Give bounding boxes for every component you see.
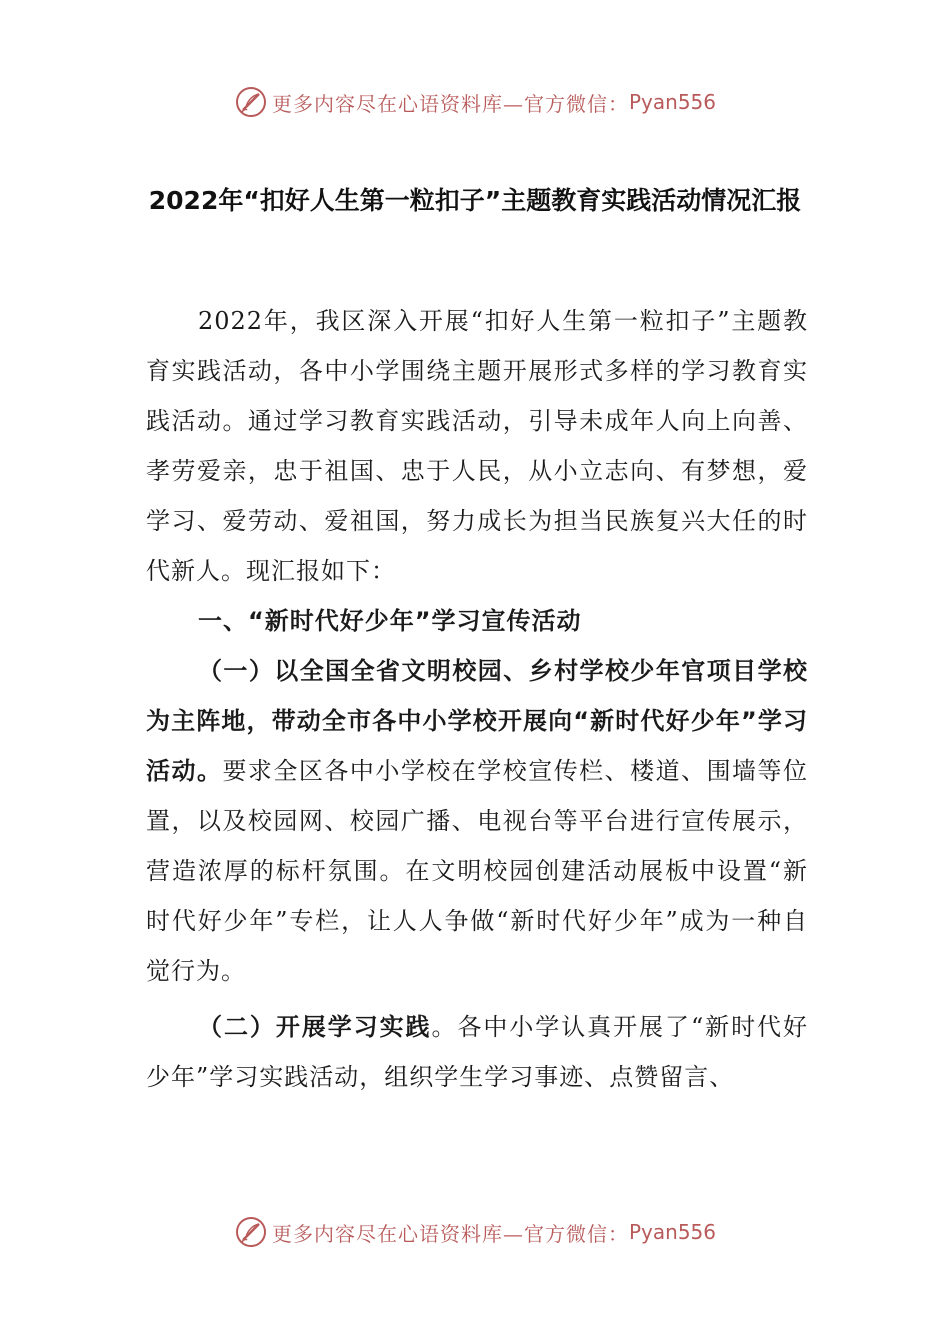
watermark-text: 更多内容尽在心语资料库—官方微信：: [271, 1221, 629, 1246]
item-2-paragraph: [146, 1002, 808, 1102]
footer-watermark: [0, 1212, 950, 1252]
item-2-heading: （二）开展学习实践: [198, 1013, 432, 1041]
item-1-text: 要求全区各中小学校在学校宣传栏、楼道、围墙等位置，以及校园网、校园广播、电视台等平台进行宣传展示，营造浓厚的标杆氛围。在文明校园创建活动展板中设置“新时代好少年”专栏，让人人争做“新时代好少年”成为一种自觉行为。: [146, 757, 809, 985]
quill-logo-icon: [234, 1215, 268, 1249]
header-watermark: [0, 82, 950, 122]
item-1-paragraph: [146, 646, 808, 996]
section-heading: 一、“新时代好少年”学习宣传活动: [198, 607, 582, 635]
document-title: 2022年“扣好人生第一粒扣子”主题教育实践活动情况汇报: [148, 186, 802, 215]
quill-logo-icon: [234, 85, 268, 119]
wechat-id: Pyan556: [628, 1220, 716, 1244]
item-1-heading: （一）以全国全省文明校园、乡村学校少年官项目学校为主阵地，带动全市各中小学校开展向“新时代好少年”学习活动。: [146, 657, 808, 785]
watermark-text: 更多内容尽在心语资料库—官方微信：: [271, 91, 629, 116]
wechat-id: Pyan556: [628, 90, 716, 114]
document-body: [146, 296, 808, 1102]
item-2-text: 。各中小学认真开展了“新时代好少年”学习实践活动，组织学生学习事迹、点赞留言、: [146, 1013, 808, 1091]
intro-paragraph: 2022年，我区深入开展“扣好人生第一粒扣子”主题教育实践活动，各中小学围绕主题开展形式多样的学习教育实践活动。通过学习教育实践活动，引导未成年人向上向善、孝劳爱亲，忠于祖国、忠于人民，从小立志向、有梦想，爱学习、爱劳动、爱祖国，努力成长为担当民族复兴大任的时代新人。现汇报如下：: [146, 307, 808, 585]
